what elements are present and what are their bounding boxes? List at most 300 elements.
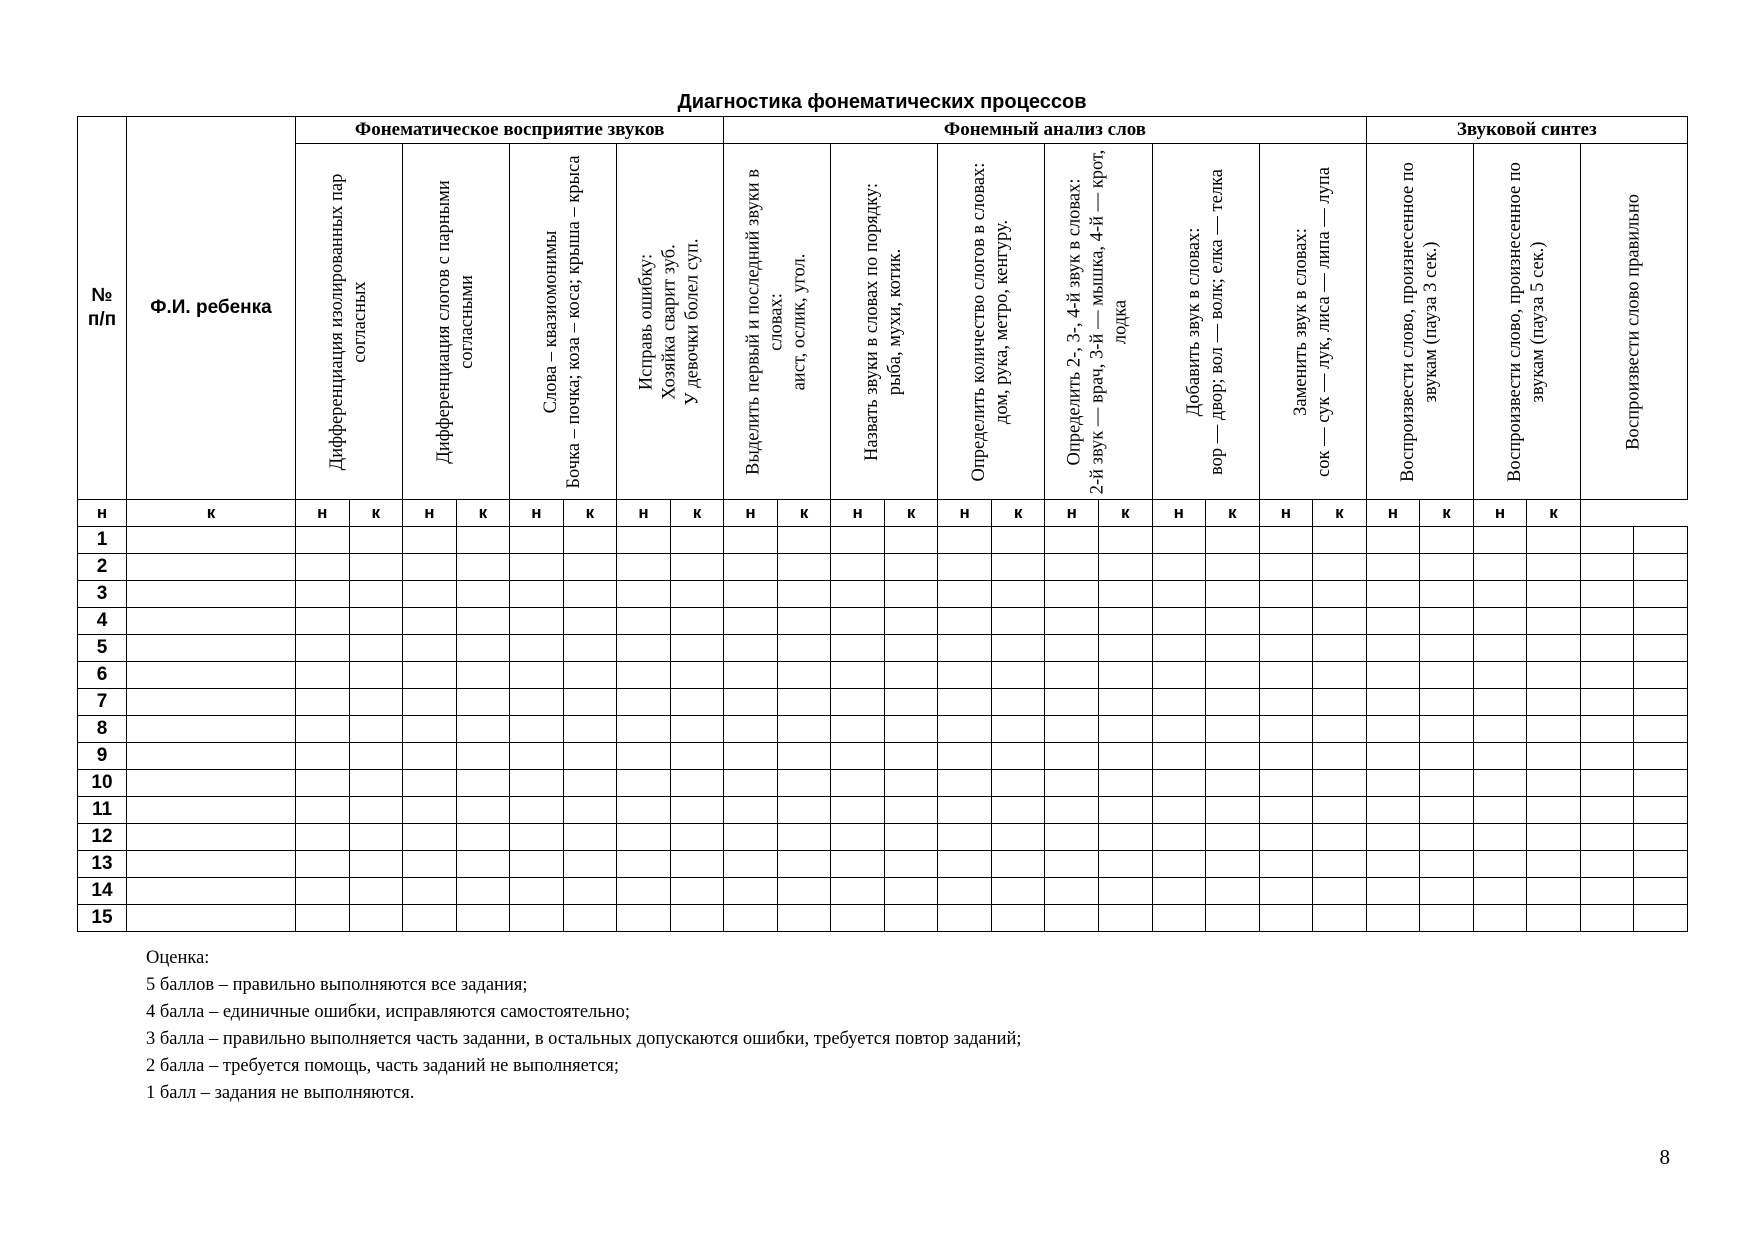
child-name-cell[interactable] bbox=[127, 905, 296, 932]
score-cell[interactable] bbox=[296, 662, 350, 689]
score-cell[interactable] bbox=[1420, 527, 1474, 554]
score-cell[interactable] bbox=[1473, 689, 1527, 716]
score-cell[interactable] bbox=[1313, 743, 1367, 770]
score-cell[interactable] bbox=[1045, 689, 1099, 716]
score-cell[interactable] bbox=[777, 689, 831, 716]
score-cell[interactable] bbox=[724, 743, 778, 770]
score-cell[interactable] bbox=[296, 797, 350, 824]
score-cell[interactable] bbox=[1527, 743, 1581, 770]
score-cell[interactable] bbox=[349, 878, 403, 905]
score-cell[interactable] bbox=[724, 662, 778, 689]
score-cell[interactable] bbox=[1420, 770, 1474, 797]
score-cell[interactable] bbox=[456, 770, 510, 797]
score-cell[interactable] bbox=[938, 797, 992, 824]
score-cell[interactable] bbox=[938, 527, 992, 554]
score-cell[interactable] bbox=[1580, 689, 1634, 716]
score-cell[interactable] bbox=[1366, 635, 1420, 662]
score-cell[interactable] bbox=[831, 905, 885, 932]
score-cell[interactable] bbox=[617, 797, 671, 824]
score-cell[interactable] bbox=[617, 743, 671, 770]
score-cell[interactable] bbox=[617, 527, 671, 554]
score-cell[interactable] bbox=[1259, 743, 1313, 770]
score-cell[interactable] bbox=[617, 716, 671, 743]
score-cell[interactable] bbox=[563, 905, 617, 932]
child-name-cell[interactable] bbox=[127, 851, 296, 878]
score-cell[interactable] bbox=[1259, 716, 1313, 743]
score-cell[interactable] bbox=[884, 554, 938, 581]
score-cell[interactable] bbox=[1045, 554, 1099, 581]
score-cell[interactable] bbox=[1259, 635, 1313, 662]
score-cell[interactable] bbox=[1259, 770, 1313, 797]
score-cell[interactable] bbox=[1152, 716, 1206, 743]
score-cell[interactable] bbox=[1580, 770, 1634, 797]
score-cell[interactable] bbox=[1634, 608, 1688, 635]
score-cell[interactable] bbox=[938, 743, 992, 770]
score-cell[interactable] bbox=[296, 554, 350, 581]
score-cell[interactable] bbox=[938, 716, 992, 743]
score-cell[interactable] bbox=[1045, 878, 1099, 905]
score-cell[interactable] bbox=[1366, 905, 1420, 932]
score-cell[interactable] bbox=[1634, 581, 1688, 608]
score-cell[interactable] bbox=[777, 878, 831, 905]
score-cell[interactable] bbox=[1206, 878, 1260, 905]
score-cell[interactable] bbox=[1045, 797, 1099, 824]
score-cell[interactable] bbox=[724, 608, 778, 635]
score-cell[interactable] bbox=[456, 878, 510, 905]
score-cell[interactable] bbox=[563, 554, 617, 581]
score-cell[interactable] bbox=[938, 905, 992, 932]
score-cell[interactable] bbox=[403, 797, 457, 824]
score-cell[interactable] bbox=[349, 527, 403, 554]
score-cell[interactable] bbox=[1527, 797, 1581, 824]
score-cell[interactable] bbox=[831, 689, 885, 716]
score-cell[interactable] bbox=[1420, 581, 1474, 608]
score-cell[interactable] bbox=[670, 554, 724, 581]
score-cell[interactable] bbox=[563, 527, 617, 554]
score-cell[interactable] bbox=[938, 824, 992, 851]
score-cell[interactable] bbox=[349, 662, 403, 689]
score-cell[interactable] bbox=[403, 824, 457, 851]
score-cell[interactable] bbox=[1098, 689, 1152, 716]
score-cell[interactable] bbox=[510, 581, 564, 608]
score-cell[interactable] bbox=[563, 851, 617, 878]
score-cell[interactable] bbox=[1259, 527, 1313, 554]
score-cell[interactable] bbox=[1313, 905, 1367, 932]
score-cell[interactable] bbox=[1206, 662, 1260, 689]
score-cell[interactable] bbox=[1313, 797, 1367, 824]
score-cell[interactable] bbox=[1313, 878, 1367, 905]
score-cell[interactable] bbox=[1634, 527, 1688, 554]
score-cell[interactable] bbox=[1527, 581, 1581, 608]
score-cell[interactable] bbox=[670, 878, 724, 905]
score-cell[interactable] bbox=[510, 797, 564, 824]
score-cell[interactable] bbox=[777, 527, 831, 554]
score-cell[interactable] bbox=[1634, 716, 1688, 743]
score-cell[interactable] bbox=[563, 608, 617, 635]
score-cell[interactable] bbox=[1580, 797, 1634, 824]
score-cell[interactable] bbox=[349, 689, 403, 716]
score-cell[interactable] bbox=[831, 608, 885, 635]
score-cell[interactable] bbox=[1206, 635, 1260, 662]
score-cell[interactable] bbox=[938, 581, 992, 608]
score-cell[interactable] bbox=[1206, 770, 1260, 797]
score-cell[interactable] bbox=[1527, 527, 1581, 554]
child-name-cell[interactable] bbox=[127, 824, 296, 851]
score-cell[interactable] bbox=[1420, 743, 1474, 770]
score-cell[interactable] bbox=[1580, 743, 1634, 770]
score-cell[interactable] bbox=[1206, 554, 1260, 581]
score-cell[interactable] bbox=[777, 554, 831, 581]
score-cell[interactable] bbox=[510, 689, 564, 716]
score-cell[interactable] bbox=[1098, 770, 1152, 797]
score-cell[interactable] bbox=[724, 797, 778, 824]
score-cell[interactable] bbox=[510, 851, 564, 878]
score-cell[interactable] bbox=[884, 851, 938, 878]
score-cell[interactable] bbox=[1527, 851, 1581, 878]
score-cell[interactable] bbox=[1473, 824, 1527, 851]
score-cell[interactable] bbox=[1527, 878, 1581, 905]
score-cell[interactable] bbox=[296, 581, 350, 608]
score-cell[interactable] bbox=[1473, 554, 1527, 581]
score-cell[interactable] bbox=[777, 824, 831, 851]
score-cell[interactable] bbox=[1527, 824, 1581, 851]
score-cell[interactable] bbox=[563, 824, 617, 851]
score-cell[interactable] bbox=[1152, 554, 1206, 581]
score-cell[interactable] bbox=[1152, 905, 1206, 932]
score-cell[interactable] bbox=[349, 770, 403, 797]
score-cell[interactable] bbox=[991, 581, 1045, 608]
score-cell[interactable] bbox=[724, 770, 778, 797]
score-cell[interactable] bbox=[1366, 581, 1420, 608]
score-cell[interactable] bbox=[296, 851, 350, 878]
score-cell[interactable] bbox=[403, 770, 457, 797]
score-cell[interactable] bbox=[403, 581, 457, 608]
score-cell[interactable] bbox=[938, 662, 992, 689]
score-cell[interactable] bbox=[938, 878, 992, 905]
score-cell[interactable] bbox=[1098, 824, 1152, 851]
score-cell[interactable] bbox=[777, 716, 831, 743]
score-cell[interactable] bbox=[296, 770, 350, 797]
score-cell[interactable] bbox=[349, 635, 403, 662]
score-cell[interactable] bbox=[724, 878, 778, 905]
score-cell[interactable] bbox=[1045, 662, 1099, 689]
score-cell[interactable] bbox=[1313, 554, 1367, 581]
score-cell[interactable] bbox=[456, 662, 510, 689]
score-cell[interactable] bbox=[884, 743, 938, 770]
score-cell[interactable] bbox=[1152, 824, 1206, 851]
score-cell[interactable] bbox=[1580, 527, 1634, 554]
child-name-cell[interactable] bbox=[127, 689, 296, 716]
score-cell[interactable] bbox=[296, 743, 350, 770]
score-cell[interactable] bbox=[1098, 797, 1152, 824]
score-cell[interactable] bbox=[296, 527, 350, 554]
score-cell[interactable] bbox=[349, 608, 403, 635]
score-cell[interactable] bbox=[563, 581, 617, 608]
score-cell[interactable] bbox=[991, 662, 1045, 689]
score-cell[interactable] bbox=[1152, 608, 1206, 635]
score-cell[interactable] bbox=[403, 635, 457, 662]
score-cell[interactable] bbox=[456, 824, 510, 851]
score-cell[interactable] bbox=[456, 689, 510, 716]
score-cell[interactable] bbox=[991, 608, 1045, 635]
score-cell[interactable] bbox=[1473, 743, 1527, 770]
score-cell[interactable] bbox=[1206, 743, 1260, 770]
score-cell[interactable] bbox=[1473, 581, 1527, 608]
score-cell[interactable] bbox=[1206, 797, 1260, 824]
score-cell[interactable] bbox=[510, 743, 564, 770]
score-cell[interactable] bbox=[1420, 716, 1474, 743]
score-cell[interactable] bbox=[831, 797, 885, 824]
score-cell[interactable] bbox=[991, 797, 1045, 824]
score-cell[interactable] bbox=[456, 608, 510, 635]
score-cell[interactable] bbox=[831, 743, 885, 770]
score-cell[interactable] bbox=[1527, 608, 1581, 635]
score-cell[interactable] bbox=[1473, 905, 1527, 932]
score-cell[interactable] bbox=[617, 851, 671, 878]
score-cell[interactable] bbox=[1206, 581, 1260, 608]
score-cell[interactable] bbox=[296, 878, 350, 905]
score-cell[interactable] bbox=[1473, 770, 1527, 797]
score-cell[interactable] bbox=[510, 608, 564, 635]
score-cell[interactable] bbox=[1259, 608, 1313, 635]
score-cell[interactable] bbox=[884, 635, 938, 662]
score-cell[interactable] bbox=[670, 824, 724, 851]
score-cell[interactable] bbox=[1206, 527, 1260, 554]
score-cell[interactable] bbox=[1098, 716, 1152, 743]
score-cell[interactable] bbox=[670, 608, 724, 635]
score-cell[interactable] bbox=[1098, 554, 1152, 581]
score-cell[interactable] bbox=[938, 770, 992, 797]
score-cell[interactable] bbox=[1366, 689, 1420, 716]
child-name-cell[interactable] bbox=[127, 878, 296, 905]
score-cell[interactable] bbox=[1206, 716, 1260, 743]
score-cell[interactable] bbox=[1634, 905, 1688, 932]
score-cell[interactable] bbox=[1420, 851, 1474, 878]
score-cell[interactable] bbox=[456, 554, 510, 581]
score-cell[interactable] bbox=[1045, 824, 1099, 851]
score-cell[interactable] bbox=[456, 905, 510, 932]
child-name-cell[interactable] bbox=[127, 635, 296, 662]
score-cell[interactable] bbox=[403, 905, 457, 932]
score-cell[interactable] bbox=[403, 851, 457, 878]
score-cell[interactable] bbox=[1580, 824, 1634, 851]
score-cell[interactable] bbox=[670, 689, 724, 716]
score-cell[interactable] bbox=[1098, 743, 1152, 770]
score-cell[interactable] bbox=[724, 581, 778, 608]
score-cell[interactable] bbox=[777, 662, 831, 689]
score-cell[interactable] bbox=[563, 770, 617, 797]
score-cell[interactable] bbox=[1366, 662, 1420, 689]
score-cell[interactable] bbox=[1420, 797, 1474, 824]
score-cell[interactable] bbox=[1527, 662, 1581, 689]
score-cell[interactable] bbox=[1580, 581, 1634, 608]
score-cell[interactable] bbox=[1527, 554, 1581, 581]
score-cell[interactable] bbox=[1473, 635, 1527, 662]
score-cell[interactable] bbox=[1634, 743, 1688, 770]
score-cell[interactable] bbox=[991, 743, 1045, 770]
score-cell[interactable] bbox=[456, 581, 510, 608]
score-cell[interactable] bbox=[1206, 608, 1260, 635]
score-cell[interactable] bbox=[1634, 851, 1688, 878]
score-cell[interactable] bbox=[617, 770, 671, 797]
score-cell[interactable] bbox=[456, 743, 510, 770]
score-cell[interactable] bbox=[777, 581, 831, 608]
score-cell[interactable] bbox=[670, 581, 724, 608]
score-cell[interactable] bbox=[1634, 797, 1688, 824]
score-cell[interactable] bbox=[510, 554, 564, 581]
score-cell[interactable] bbox=[831, 716, 885, 743]
score-cell[interactable] bbox=[1259, 824, 1313, 851]
score-cell[interactable] bbox=[1580, 716, 1634, 743]
score-cell[interactable] bbox=[403, 689, 457, 716]
score-cell[interactable] bbox=[938, 635, 992, 662]
score-cell[interactable] bbox=[938, 554, 992, 581]
score-cell[interactable] bbox=[777, 770, 831, 797]
score-cell[interactable] bbox=[617, 689, 671, 716]
score-cell[interactable] bbox=[831, 824, 885, 851]
score-cell[interactable] bbox=[510, 527, 564, 554]
score-cell[interactable] bbox=[296, 716, 350, 743]
score-cell[interactable] bbox=[1634, 878, 1688, 905]
score-cell[interactable] bbox=[1098, 581, 1152, 608]
score-cell[interactable] bbox=[670, 797, 724, 824]
score-cell[interactable] bbox=[884, 527, 938, 554]
score-cell[interactable] bbox=[349, 716, 403, 743]
score-cell[interactable] bbox=[670, 716, 724, 743]
score-cell[interactable] bbox=[349, 554, 403, 581]
score-cell[interactable] bbox=[617, 635, 671, 662]
score-cell[interactable] bbox=[1313, 851, 1367, 878]
score-cell[interactable] bbox=[617, 581, 671, 608]
score-cell[interactable] bbox=[991, 554, 1045, 581]
score-cell[interactable] bbox=[403, 743, 457, 770]
score-cell[interactable] bbox=[991, 824, 1045, 851]
score-cell[interactable] bbox=[991, 905, 1045, 932]
score-cell[interactable] bbox=[991, 527, 1045, 554]
score-cell[interactable] bbox=[1473, 797, 1527, 824]
score-cell[interactable] bbox=[777, 851, 831, 878]
score-cell[interactable] bbox=[456, 716, 510, 743]
score-cell[interactable] bbox=[510, 905, 564, 932]
child-name-cell[interactable] bbox=[127, 743, 296, 770]
score-cell[interactable] bbox=[1045, 581, 1099, 608]
score-cell[interactable] bbox=[563, 662, 617, 689]
score-cell[interactable] bbox=[403, 716, 457, 743]
score-cell[interactable] bbox=[617, 878, 671, 905]
score-cell[interactable] bbox=[1259, 797, 1313, 824]
score-cell[interactable] bbox=[403, 554, 457, 581]
score-cell[interactable] bbox=[1420, 635, 1474, 662]
score-cell[interactable] bbox=[1420, 662, 1474, 689]
score-cell[interactable] bbox=[1366, 527, 1420, 554]
score-cell[interactable] bbox=[1313, 581, 1367, 608]
score-cell[interactable] bbox=[1634, 770, 1688, 797]
score-cell[interactable] bbox=[1098, 662, 1152, 689]
score-cell[interactable] bbox=[1420, 689, 1474, 716]
score-cell[interactable] bbox=[1313, 527, 1367, 554]
score-cell[interactable] bbox=[510, 662, 564, 689]
score-cell[interactable] bbox=[1473, 878, 1527, 905]
score-cell[interactable] bbox=[724, 851, 778, 878]
score-cell[interactable] bbox=[991, 689, 1045, 716]
score-cell[interactable] bbox=[1045, 851, 1099, 878]
score-cell[interactable] bbox=[884, 662, 938, 689]
score-cell[interactable] bbox=[1152, 851, 1206, 878]
score-cell[interactable] bbox=[1152, 581, 1206, 608]
score-cell[interactable] bbox=[670, 770, 724, 797]
score-cell[interactable] bbox=[1152, 770, 1206, 797]
score-cell[interactable] bbox=[884, 797, 938, 824]
score-cell[interactable] bbox=[617, 608, 671, 635]
score-cell[interactable] bbox=[1366, 716, 1420, 743]
score-cell[interactable] bbox=[1045, 527, 1099, 554]
score-cell[interactable] bbox=[831, 635, 885, 662]
score-cell[interactable] bbox=[938, 851, 992, 878]
score-cell[interactable] bbox=[670, 905, 724, 932]
score-cell[interactable] bbox=[1473, 662, 1527, 689]
score-cell[interactable] bbox=[724, 689, 778, 716]
score-cell[interactable] bbox=[884, 608, 938, 635]
child-name-cell[interactable] bbox=[127, 716, 296, 743]
score-cell[interactable] bbox=[831, 527, 885, 554]
score-cell[interactable] bbox=[1366, 554, 1420, 581]
score-cell[interactable] bbox=[1152, 662, 1206, 689]
score-cell[interactable] bbox=[349, 905, 403, 932]
score-cell[interactable] bbox=[1259, 905, 1313, 932]
score-cell[interactable] bbox=[670, 743, 724, 770]
score-cell[interactable] bbox=[670, 662, 724, 689]
score-cell[interactable] bbox=[831, 878, 885, 905]
score-cell[interactable] bbox=[777, 905, 831, 932]
score-cell[interactable] bbox=[1045, 905, 1099, 932]
score-cell[interactable] bbox=[1313, 662, 1367, 689]
score-cell[interactable] bbox=[1580, 608, 1634, 635]
child-name-cell[interactable] bbox=[127, 554, 296, 581]
score-cell[interactable] bbox=[884, 581, 938, 608]
score-cell[interactable] bbox=[1152, 743, 1206, 770]
score-cell[interactable] bbox=[510, 878, 564, 905]
score-cell[interactable] bbox=[456, 635, 510, 662]
score-cell[interactable] bbox=[1313, 689, 1367, 716]
child-name-cell[interactable] bbox=[127, 608, 296, 635]
score-cell[interactable] bbox=[296, 635, 350, 662]
score-cell[interactable] bbox=[403, 662, 457, 689]
child-name-cell[interactable] bbox=[127, 527, 296, 554]
score-cell[interactable] bbox=[777, 797, 831, 824]
score-cell[interactable] bbox=[456, 797, 510, 824]
score-cell[interactable] bbox=[1098, 608, 1152, 635]
score-cell[interactable] bbox=[1259, 878, 1313, 905]
score-cell[interactable] bbox=[831, 554, 885, 581]
score-cell[interactable] bbox=[617, 662, 671, 689]
score-cell[interactable] bbox=[1098, 851, 1152, 878]
score-cell[interactable] bbox=[1206, 824, 1260, 851]
score-cell[interactable] bbox=[831, 851, 885, 878]
score-cell[interactable] bbox=[1420, 554, 1474, 581]
score-cell[interactable] bbox=[1366, 770, 1420, 797]
score-cell[interactable] bbox=[670, 851, 724, 878]
score-cell[interactable] bbox=[1098, 905, 1152, 932]
score-cell[interactable] bbox=[563, 797, 617, 824]
score-cell[interactable] bbox=[1152, 527, 1206, 554]
score-cell[interactable] bbox=[724, 554, 778, 581]
score-cell[interactable] bbox=[349, 797, 403, 824]
score-cell[interactable] bbox=[1527, 770, 1581, 797]
score-cell[interactable] bbox=[670, 635, 724, 662]
score-cell[interactable] bbox=[1580, 878, 1634, 905]
score-cell[interactable] bbox=[1473, 608, 1527, 635]
score-cell[interactable] bbox=[724, 824, 778, 851]
